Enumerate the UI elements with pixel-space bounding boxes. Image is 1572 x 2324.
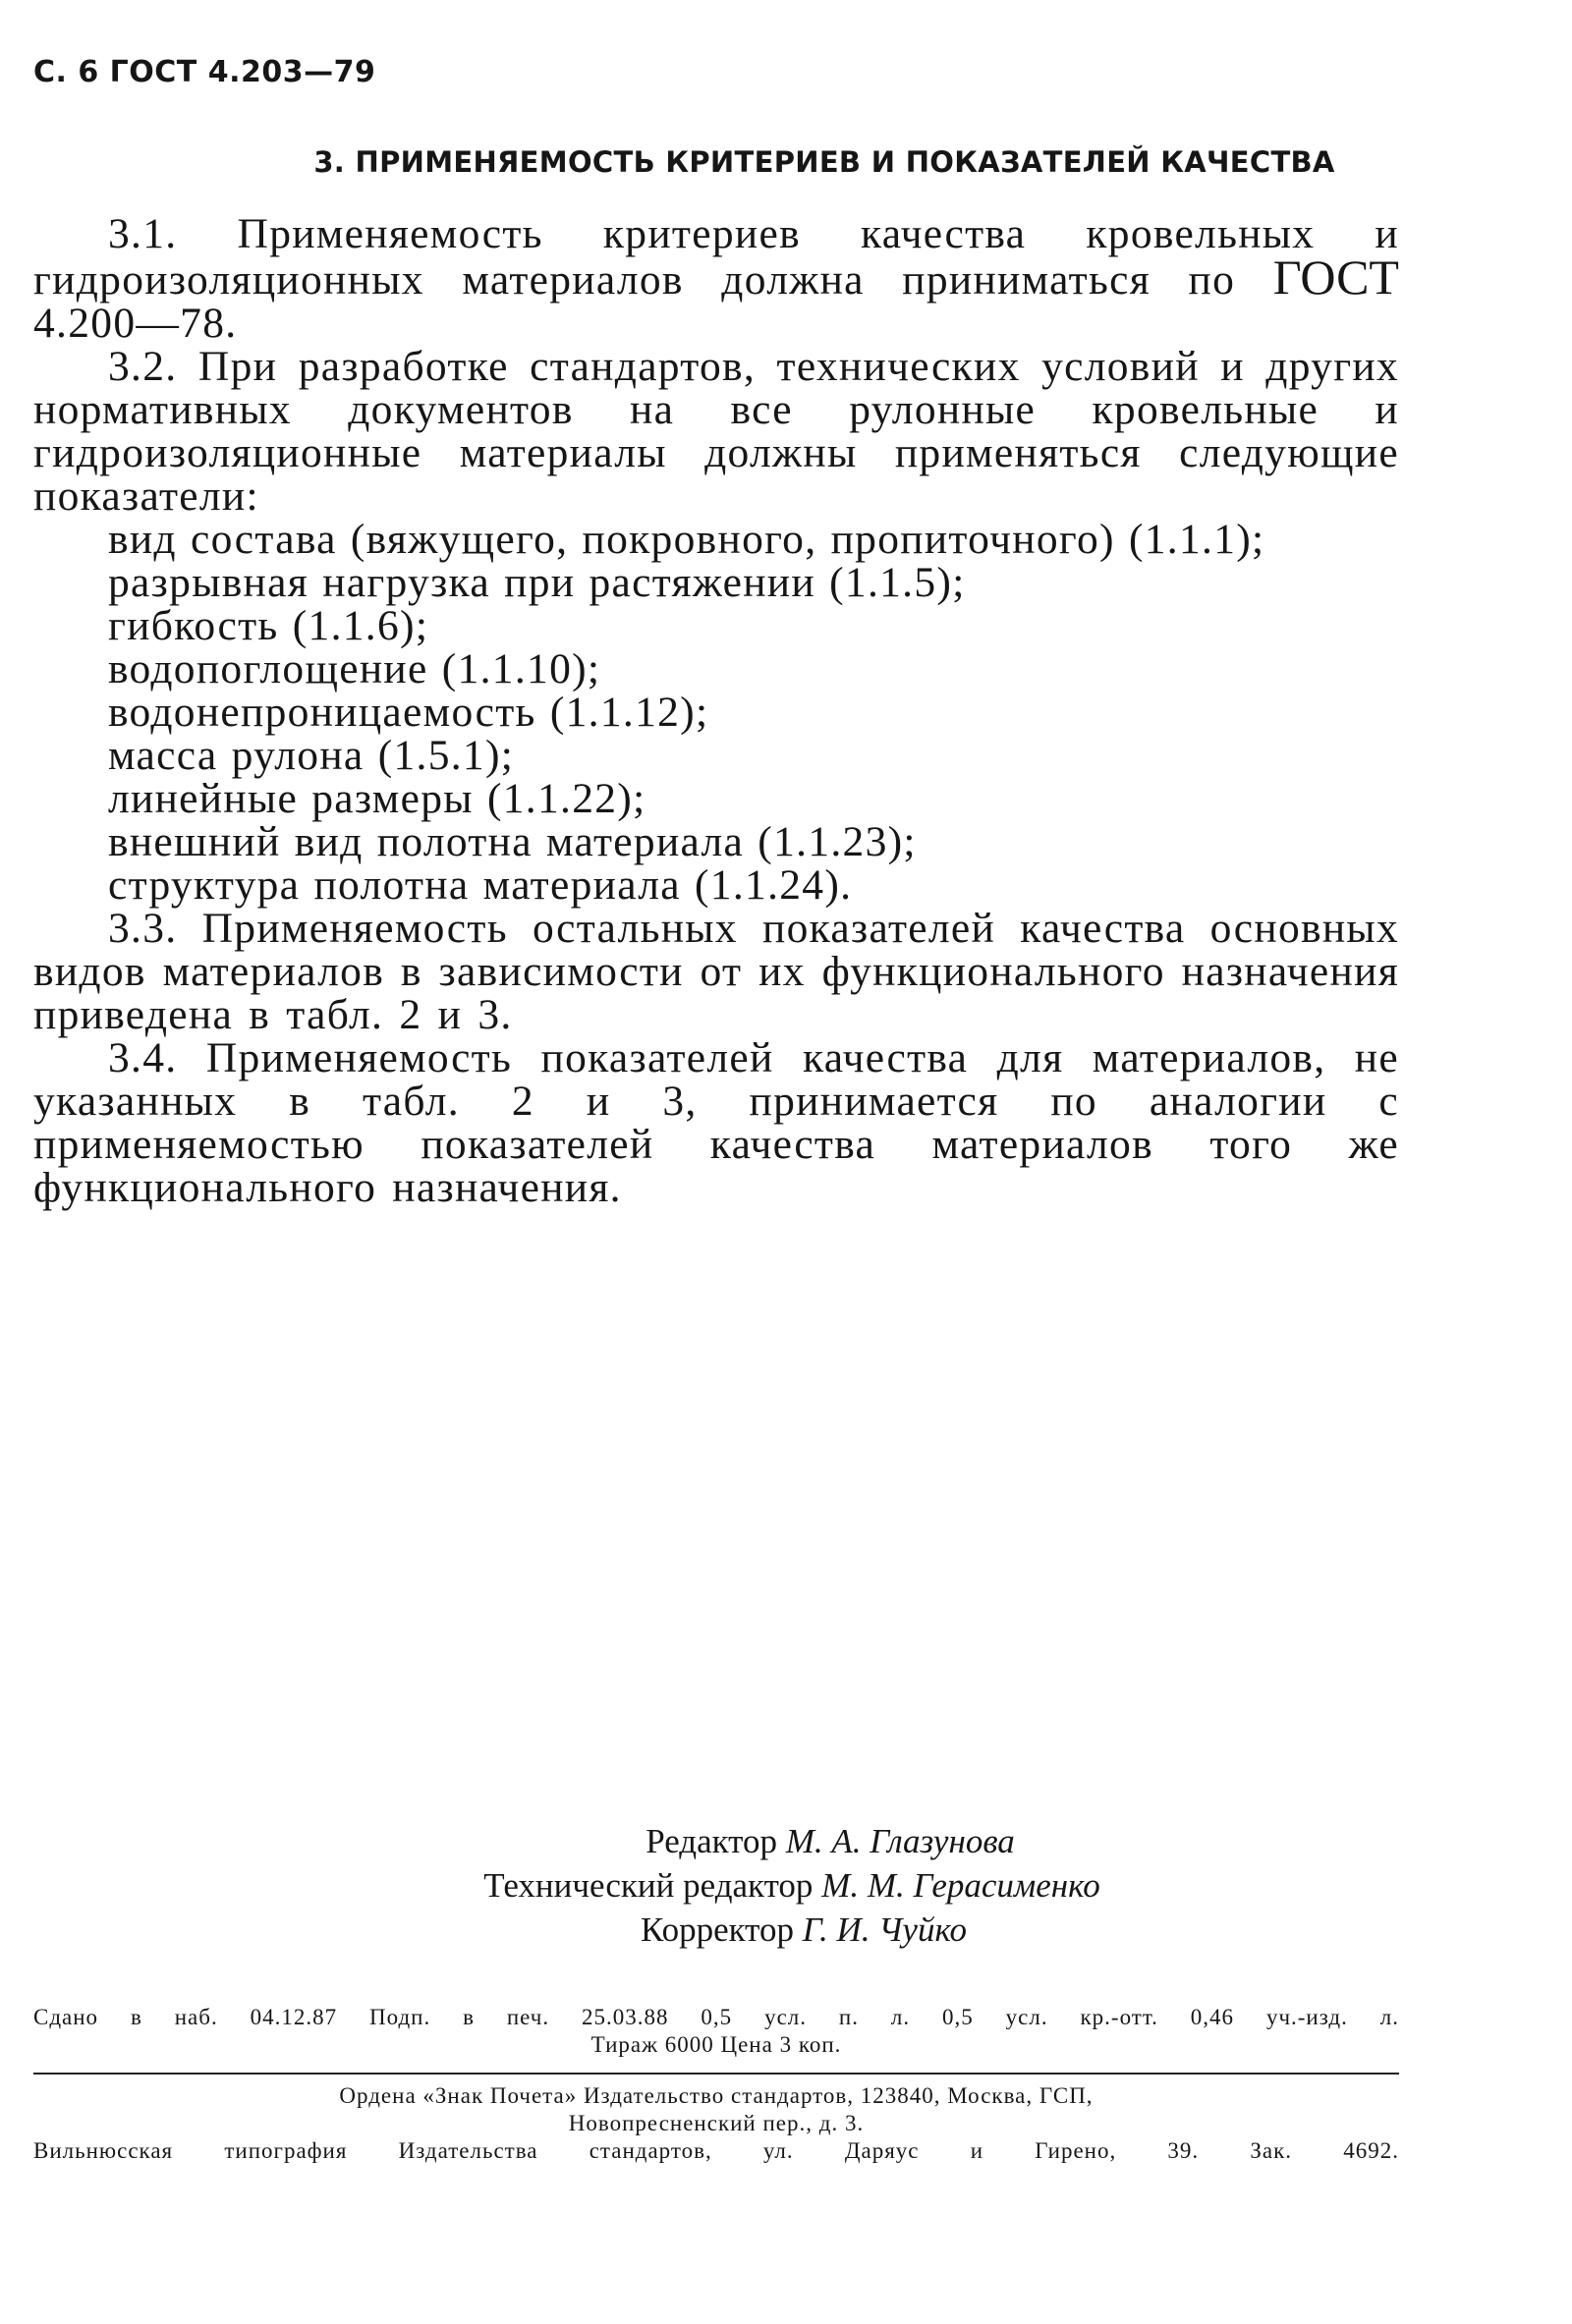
- list-item: водопоглощение (1.1.10);: [108, 645, 601, 692]
- divider-rule: [33, 2073, 1399, 2075]
- list-item: вид состава (вяжущего, покровного, пропиточного) (1.1.1);: [108, 516, 1265, 563]
- publisher-line-2: Новопресненский пер., д. 3.: [568, 2111, 865, 2135]
- list-item: масса рулона (1.5.1);: [108, 732, 515, 779]
- paragraph-3-1: [33, 212, 1399, 345]
- paragraph-3-3: 3.3. Применяемость остальных показателей качества основных видов материалов в зависимости от их функционального назначения приведена в табл. 2 и 3.: [33, 905, 1399, 1038]
- credit-corrector: [0, 1908, 1572, 1952]
- list-item: внешний вид полотна материала (1.1.23);: [108, 818, 917, 865]
- page-header: С. 6 ГОСТ 4.203—79: [33, 55, 376, 89]
- body-text: [33, 212, 1399, 1209]
- list-item: структура полотна материала (1.1.24).: [108, 861, 853, 909]
- list-item: гибкость (1.1.6);: [108, 602, 429, 649]
- corrector-name: Г. И. Чуйко: [802, 1910, 967, 1949]
- gost-number: 4.200—78.: [33, 300, 238, 347]
- editor-label: Редактор: [646, 1822, 777, 1860]
- paragraph-3-4: 3.4. Применяемость показателей качества для материалов, не указанных в табл. 2 и 3, принимается по аналогии с применяемостью показателей качества материалов того же функционального назначения.: [33, 1034, 1399, 1211]
- paragraph-3-1-text: 3.1. Применяемость критериев качества кровельных и гидроизоляционных материалов должна приниматься по: [33, 210, 1399, 304]
- gost-reference: ГОСТ: [1272, 249, 1399, 304]
- corrector-label: Корректор: [640, 1910, 794, 1949]
- imprint-line-1: Сдано в наб. 04.12.87 Подп. в печ. 25.03.88 0,5 усл. п. л. 0,5 усл. кр.-отт. 0,46 уч.-изд. л.: [33, 2005, 1399, 2029]
- imprint-line-2: Тираж 6000 Цена 3 коп.: [590, 2032, 842, 2057]
- editor-name: М. А. Глазунова: [785, 1822, 1015, 1860]
- tech-editor-name: М. М. Герасименко: [821, 1866, 1100, 1905]
- publisher-line-1: Ордена «Знак Почета» Издательство стандартов, 123840, Москва, ГСП,: [339, 2083, 1094, 2108]
- list-item: разрывная нагрузка при растяжении (1.1.5);: [108, 559, 966, 606]
- list-item: линейные размеры (1.1.22);: [108, 775, 646, 822]
- list-item: водонепроницаемость (1.1.12);: [108, 689, 709, 736]
- indicator-list: [33, 518, 1399, 907]
- publisher-line-3: Вильнюсская типография Издательства стандартов, ул. Даряус и Гирено, 39. Зак. 4692.: [33, 2138, 1399, 2163]
- credits-block: [0, 1819, 1572, 1952]
- paragraph-3-2: 3.2. При разработке стандартов, технических условий и других нормативных документов на все рулонные кровельные и гидроизоляционные материалы должны применяться следующие показатели:: [33, 343, 1399, 520]
- credit-tech-editor: [0, 1863, 1572, 1908]
- tech-editor-label: Технический редактор: [483, 1866, 814, 1905]
- publisher-block: [33, 2082, 1399, 2165]
- section-title: 3. ПРИМЕНЯЕМОСТЬ КРИТЕРИЕВ И ПОКАЗАТЕЛЕЙ КАЧЕСТВА: [313, 145, 1335, 179]
- credit-editor: [0, 1819, 1572, 1863]
